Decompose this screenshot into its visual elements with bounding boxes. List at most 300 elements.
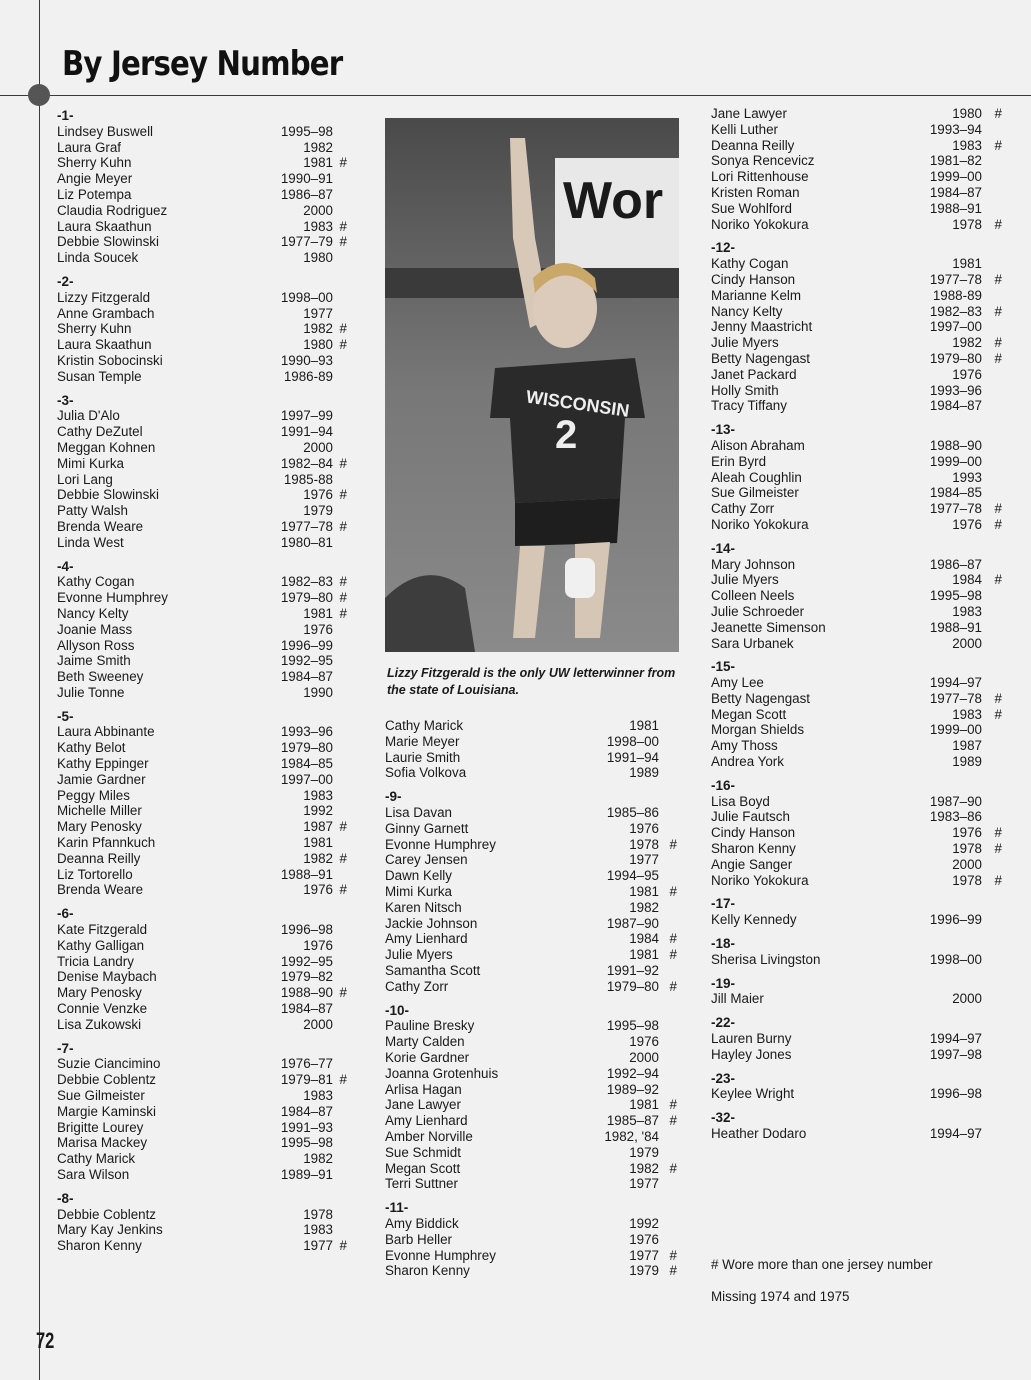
player-row (57, 124, 347, 140)
player-years: 1976–77 (280, 1056, 333, 1072)
player-row (711, 485, 1007, 501)
player-row (385, 734, 679, 750)
jersey-number-heading: -8- (57, 1190, 74, 1206)
player-years: 1986–87 (929, 556, 982, 572)
player-row (57, 819, 347, 835)
player-name: Lindsey Buswell (57, 123, 154, 139)
player-years: 1988–91 (929, 200, 982, 216)
jersey-number-group (711, 659, 1007, 770)
player-years: 1982 (303, 139, 333, 155)
player-name: Cathy DeZutel (57, 424, 143, 440)
player-name: Ginny Garnett (385, 820, 469, 836)
player-name: Korie Gardner (385, 1049, 470, 1065)
multiple-numbers-mark: # (994, 137, 1002, 153)
player-years: 1982 (629, 899, 659, 915)
player-name: Cathy Marick (57, 1151, 136, 1167)
player-name: Evonne Humphrey (385, 1247, 496, 1263)
player-row (385, 1216, 679, 1232)
player-years: 1985–87 (606, 1113, 659, 1129)
multiple-numbers-mark: # (339, 1072, 347, 1088)
player-row (385, 1248, 679, 1264)
jersey-number-heading: -6- (57, 906, 74, 922)
player-name: Amy Lee (711, 675, 764, 691)
player-years: 1995–98 (606, 1018, 659, 1034)
player-row (57, 574, 347, 590)
player-years: 1990 (303, 684, 333, 700)
player-name: Patty Walsh (57, 503, 128, 519)
jersey-number-group (711, 936, 1007, 968)
player-name: Michelle Miller (57, 803, 142, 819)
player-years: 1994–97 (929, 675, 982, 691)
player-row (57, 606, 347, 622)
player-years: 1986-89 (283, 368, 333, 384)
player-row (385, 916, 679, 932)
player-name: Evonne Humphrey (385, 836, 496, 852)
player-years: 1979–80 (280, 740, 333, 756)
jersey-number-group (385, 1200, 679, 1279)
player-row (57, 487, 347, 503)
player-years: 1989 (629, 765, 659, 781)
jersey-number-group (711, 1071, 1007, 1103)
player-name: Nancy Kelty (57, 605, 129, 621)
player-years: 1986–87 (280, 186, 333, 202)
player-name: Evonne Humphrey (57, 590, 168, 606)
player-years: 1977–78 (929, 501, 982, 517)
player-name: Lisa Davan (385, 804, 452, 820)
player-years: 1989 (952, 754, 982, 770)
player-years: 1987 (952, 738, 982, 754)
player-name: Kathy Belot (57, 740, 126, 756)
player-years: 1977–78 (280, 518, 333, 534)
player-row (711, 1031, 1007, 1047)
player-name: Debbie Slowinski (57, 234, 159, 250)
player-years: 1990–93 (280, 352, 333, 368)
player-row (57, 306, 347, 322)
player-name: Julie Myers (711, 572, 779, 588)
player-name: Brenda Weare (57, 882, 144, 898)
player-years: 1988-89 (932, 287, 982, 303)
multiple-numbers-mark: # (339, 487, 347, 503)
player-years: 1979 (629, 1263, 659, 1279)
player-years: 1976 (952, 516, 982, 532)
player-row (57, 1088, 347, 1104)
player-name: Marie Meyer (385, 733, 460, 749)
player-row (711, 335, 1007, 351)
player-years: 2000 (952, 635, 982, 651)
player-years: 2000 (303, 1016, 333, 1032)
player-row (57, 1056, 347, 1072)
player-name: Meggan Kohnen (57, 439, 156, 455)
player-name: Betty Nagengast (711, 350, 811, 366)
player-years: 1984–87 (929, 398, 982, 414)
player-years: 1992–95 (280, 653, 333, 669)
player-row (385, 979, 679, 995)
multiple-numbers-mark: # (994, 303, 1002, 319)
player-name: Pauline Bresky (385, 1018, 475, 1034)
player-years: 1977 (303, 1238, 333, 1254)
knee-pad (565, 558, 595, 598)
player-name: Lori Rittenhouse (711, 169, 809, 185)
player-years: 1981 (629, 718, 659, 733)
multiple-numbers-mark: # (994, 271, 1002, 287)
player-years: 1990–91 (280, 171, 333, 187)
player-years: 1976 (303, 621, 333, 637)
roster-column-3 (711, 106, 1007, 1142)
player-years: 1984 (952, 572, 982, 588)
rule-intersection-dot (28, 84, 50, 106)
player-years: 1985-88 (283, 471, 333, 487)
jersey-number-group (57, 906, 347, 1032)
player-name: Jackie Johnson (385, 915, 478, 931)
player-row (711, 217, 1007, 233)
multiple-numbers-mark: # (994, 350, 1002, 366)
player-row (57, 1135, 347, 1151)
player-name: Liz Potempa (57, 186, 132, 202)
player-name: Sharon Kenny (385, 1263, 470, 1279)
player-row (57, 1151, 347, 1167)
player-name: Arlisa Hagan (385, 1081, 462, 1097)
jersey-number-group (57, 559, 347, 701)
player-name: Sue Gilmeister (57, 1088, 145, 1104)
player-years: 1982, '84 (604, 1128, 659, 1144)
player-row (57, 369, 347, 385)
jersey-number-group (711, 976, 1007, 1008)
player-row (57, 1104, 347, 1120)
jersey-wordmark: WISCONSIN (524, 386, 631, 421)
player-row (711, 952, 1007, 968)
player-name: Kathy Cogan (711, 256, 789, 272)
player-row (57, 756, 347, 772)
player-name: Deanna Reilly (57, 850, 141, 866)
player-name: Sara Urbanek (711, 635, 794, 651)
player-years: 1996–98 (280, 922, 333, 938)
player-years: 1982–84 (280, 455, 333, 471)
player-row (57, 954, 347, 970)
player-name: Suzie Ciancimino (57, 1056, 161, 1072)
player-years: 1978 (629, 836, 659, 852)
player-row (711, 272, 1007, 288)
player-name: Deanna Reilly (711, 137, 795, 153)
player-row (385, 1161, 679, 1177)
player-name: Aleah Coughlin (711, 469, 802, 485)
player-name: Kristin Sobocinski (57, 352, 163, 368)
jersey-number-group (711, 1110, 1007, 1142)
multiple-numbers-mark: # (669, 1263, 677, 1279)
player-name: Joanna Grotenhuis (385, 1065, 499, 1081)
player-years: 1994–97 (929, 1031, 982, 1047)
player-name: Kate Fitzgerald (57, 922, 148, 938)
player-years: 1997–98 (929, 1046, 982, 1062)
player-name: Barb Heller (385, 1231, 452, 1247)
jersey-number-group (711, 778, 1007, 889)
jersey-number-group (711, 422, 1007, 533)
player-name: Cindy Hanson (711, 825, 796, 841)
jersey-number-heading: -13- (711, 422, 736, 438)
player-years: 1984–87 (280, 1103, 333, 1119)
player-years: 1981 (629, 947, 659, 963)
jersey-number-group (385, 1003, 679, 1193)
player-name: Lauren Burny (711, 1031, 792, 1047)
player-row (711, 1126, 1007, 1142)
player-row (385, 1018, 679, 1034)
player-row (711, 604, 1007, 620)
player-name: Jane Lawyer (711, 106, 787, 121)
player-name: Kelli Luther (711, 121, 778, 137)
player-years: 1996–99 (280, 637, 333, 653)
player-years: 1981 (303, 605, 333, 621)
player-row (57, 408, 347, 424)
player-row (57, 424, 347, 440)
player-name: Sherry Kuhn (57, 155, 132, 171)
jersey-number-group (57, 108, 347, 266)
player-shorts (515, 498, 620, 546)
player-years: 1984–87 (929, 184, 982, 200)
player-years: 1978 (952, 841, 982, 857)
player-row (57, 1120, 347, 1136)
player-years: 1999–00 (929, 453, 982, 469)
player-row (711, 857, 1007, 873)
player-row (385, 947, 679, 963)
player-years: 1997–00 (280, 771, 333, 787)
multiple-numbers-mark: # (994, 872, 1002, 888)
player-row (57, 1072, 347, 1088)
player-years: 1982 (303, 1151, 333, 1167)
player-row (711, 991, 1007, 1007)
player-name: Lizzy Fitzgerald (57, 289, 151, 305)
player-name: Morgan Shields (711, 722, 805, 738)
player-years: 1993–96 (929, 382, 982, 398)
jersey-number-group (385, 718, 679, 781)
player-years: 1984–85 (280, 756, 333, 772)
player-years: 1985–86 (606, 804, 659, 820)
player-row (57, 1207, 347, 1223)
player-name: Jane Lawyer (385, 1097, 461, 1113)
jersey-number-heading: -19- (711, 975, 736, 991)
player-row (57, 685, 347, 701)
player-name: Allyson Ross (57, 637, 135, 653)
player-years: 1988–91 (280, 866, 333, 882)
player-row (711, 319, 1007, 335)
player-years: 1976 (952, 825, 982, 841)
player-years: 1984–87 (280, 1001, 333, 1017)
player-name: Jeanette Simenson (711, 619, 826, 635)
player-name: Debbie Coblentz (57, 1206, 157, 1222)
player-name: Mary Penosky (57, 985, 142, 1001)
jersey-number-heading: -32- (711, 1110, 736, 1126)
player-years: 1981 (629, 883, 659, 899)
multiple-numbers-mark: # (669, 978, 677, 994)
player-years: 1994–97 (929, 1126, 982, 1142)
player-row (711, 912, 1007, 928)
player-name: Noriko Yokokura (711, 516, 809, 532)
roster-column-1 (57, 108, 347, 1254)
player-name: Alison Abraham (711, 437, 805, 453)
player-years: 1998–00 (606, 733, 659, 749)
player-name: Peggy Miles (57, 787, 130, 803)
page-margin-vertical-rule (39, 0, 40, 1380)
player-row (711, 1086, 1007, 1102)
player-row (57, 969, 347, 985)
player-name: Laurie Smith (385, 749, 461, 765)
player-years: 1995–98 (280, 1135, 333, 1151)
player-name: Amber Norville (385, 1128, 473, 1144)
multiple-numbers-mark: # (669, 931, 677, 947)
player-row (57, 440, 347, 456)
multiple-numbers-mark: # (669, 1097, 677, 1113)
player-years: 1976 (629, 1034, 659, 1050)
player-row (711, 557, 1007, 573)
player-years: 1995–98 (280, 123, 333, 139)
player-row (57, 519, 347, 535)
photo-caption: Lizzy Fitzgerald is the only UW letterwinner from the state of Louisiana. (387, 666, 676, 697)
player-row (57, 638, 347, 654)
player-name: Marty Calden (385, 1034, 465, 1050)
player-row (57, 187, 347, 203)
player-years: 1996–99 (929, 912, 982, 928)
player-row (57, 321, 347, 337)
player-years: 1981 (629, 1097, 659, 1113)
player-years: 1991–92 (606, 962, 659, 978)
player-years: 1998–00 (929, 951, 982, 967)
player-row (57, 1222, 347, 1238)
player-name: Jenny Maastricht (711, 319, 813, 335)
player-years: 1982 (303, 850, 333, 866)
player-row (385, 1232, 679, 1248)
player-row (385, 852, 679, 868)
player-name: Sonya Rencevicz (711, 153, 815, 169)
player-years: 1976 (952, 366, 982, 382)
player-name: Sue Schmidt (385, 1144, 461, 1160)
multiple-numbers-mark: # (994, 690, 1002, 706)
player-years: 1997–99 (280, 408, 333, 424)
player-name: Denise Maybach (57, 969, 157, 985)
player-name: Laura Skaathun (57, 337, 152, 353)
player-years: 1977 (629, 1247, 659, 1263)
multiple-numbers-mark: # (994, 706, 1002, 722)
player-row (385, 750, 679, 766)
player-row (711, 722, 1007, 738)
jersey-number-group (385, 789, 679, 994)
player-name: Mary Kay Jenkins (57, 1222, 163, 1238)
player-years: 1983 (303, 1222, 333, 1238)
jersey-number-group (711, 1015, 1007, 1062)
player-name: Marianne Kelm (711, 287, 802, 303)
player-years: 1988–90 (280, 985, 333, 1001)
player-name: Debbie Slowinski (57, 487, 159, 503)
player-name: Amy Biddick (385, 1215, 459, 1231)
jersey-number-heading: -5- (57, 708, 74, 724)
multiple-numbers-mark: # (994, 501, 1002, 517)
multiple-numbers-mark: # (994, 335, 1002, 351)
player-name: Betty Nagengast (711, 690, 811, 706)
player-years: 1991–94 (280, 424, 333, 440)
jersey-number-heading: -1- (57, 108, 74, 123)
player-years: 1983 (303, 218, 333, 234)
player-photo (385, 118, 679, 652)
jersey-number-group (711, 106, 1007, 232)
player-name: Lisa Boyd (711, 793, 770, 809)
multiple-numbers-mark: # (994, 841, 1002, 857)
player-row (57, 456, 347, 472)
player-years: 1978 (952, 872, 982, 888)
player-years: 2000 (303, 439, 333, 455)
jersey-number-heading: -23- (711, 1070, 736, 1086)
player-name: Brigitte Lourey (57, 1119, 144, 1135)
player-name: Sara Wilson (57, 1167, 130, 1182)
player-row (57, 219, 347, 235)
jersey-number-group (711, 240, 1007, 414)
player-years: 1980 (303, 337, 333, 353)
jersey-number-group (57, 393, 347, 551)
jersey-number-heading: -12- (711, 240, 736, 256)
player-row (57, 803, 347, 819)
jersey-number-heading: -4- (57, 558, 74, 574)
player-name: Jamie Gardner (57, 771, 146, 787)
player-row (711, 809, 1007, 825)
player-years: 1980–81 (280, 534, 333, 550)
player-years: 1979 (629, 1144, 659, 1160)
page-title: By Jersey Number (62, 44, 343, 84)
player-row (385, 1176, 679, 1192)
player-row (57, 985, 347, 1001)
player-years: 1979–80 (606, 978, 659, 994)
player-name: Laura Graf (57, 139, 122, 155)
player-name: Erin Byrd (711, 453, 767, 469)
player-row (57, 353, 347, 369)
player-row (57, 203, 347, 219)
multiple-numbers-mark: # (339, 605, 347, 621)
player-row (385, 931, 679, 947)
player-years: 1981 (303, 155, 333, 171)
player-row (57, 472, 347, 488)
multiple-numbers-mark: # (669, 947, 677, 963)
player-row (385, 1263, 679, 1279)
player-name: Mary Johnson (711, 556, 796, 572)
player-row (711, 201, 1007, 217)
player-years: 1992 (303, 803, 333, 819)
player-name: Julie Myers (711, 335, 779, 351)
player-name: Janet Packard (711, 366, 797, 382)
player-row (711, 398, 1007, 414)
player-name: Kristen Roman (711, 184, 800, 200)
player-row (711, 138, 1007, 154)
player-name: Sherisa Livingston (711, 951, 821, 967)
multiple-numbers-mark: # (339, 850, 347, 866)
player-row (711, 517, 1007, 533)
player-row (385, 1145, 679, 1161)
player-name: Joanie Mass (57, 621, 133, 637)
player-row (711, 707, 1007, 723)
player-row (711, 454, 1007, 470)
player-name: Brenda Weare (57, 518, 144, 534)
player-years: 1984–87 (280, 669, 333, 685)
player-years: 1984 (629, 931, 659, 947)
player-years: 1992–95 (280, 953, 333, 969)
player-name: Megan Scott (711, 706, 787, 722)
player-name: Nancy Kelty (711, 303, 783, 319)
player-row (711, 572, 1007, 588)
player-years: 1987 (303, 819, 333, 835)
player-row (711, 501, 1007, 517)
player-row (385, 884, 679, 900)
multiple-numbers-mark: # (339, 819, 347, 835)
player-row (711, 106, 1007, 122)
photo-illustration (385, 118, 679, 652)
player-row (711, 620, 1007, 636)
player-name: Claudia Rodriguez (57, 202, 168, 218)
player-years: 1995–98 (929, 588, 982, 604)
player-name: Kathy Galligan (57, 937, 145, 953)
